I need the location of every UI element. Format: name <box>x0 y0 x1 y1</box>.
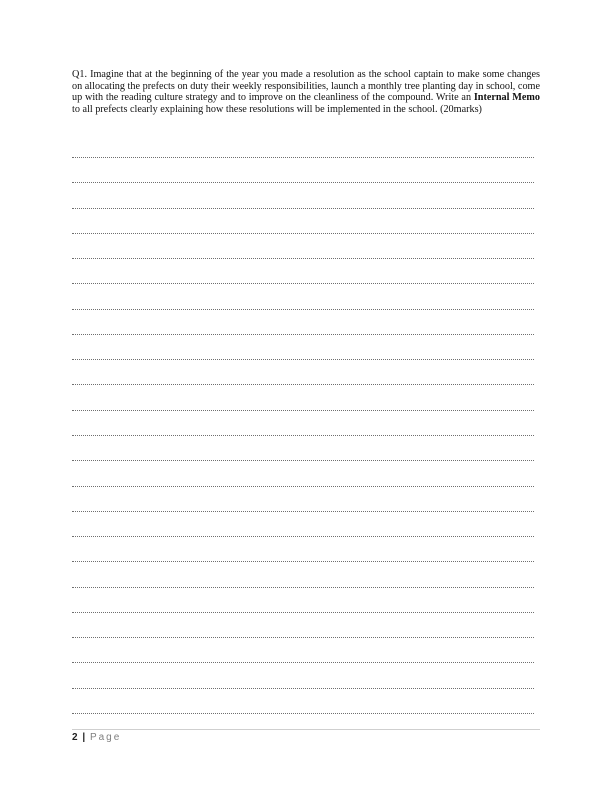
answer-line <box>72 384 534 385</box>
answer-line <box>72 662 534 663</box>
answer-line <box>72 435 534 436</box>
answer-line <box>72 157 534 158</box>
answer-line <box>72 637 534 638</box>
answer-line <box>72 536 534 537</box>
answer-line <box>72 283 534 284</box>
answer-line <box>72 486 534 487</box>
answer-line <box>72 713 534 714</box>
footer-separator: | <box>82 732 86 743</box>
page-number: 2 <box>72 732 78 743</box>
answer-line <box>72 410 534 411</box>
answer-line <box>72 359 534 360</box>
answer-line <box>72 309 534 310</box>
question-text-part1: Q1. Imagine that at the beginning of the year you made a resolution as the school captain to make some changes on allocating the prefects on duty their weekly responsibilities, launch a monthly tree planting day in school, come up with the reading culture strategy and to improve on the cleanliness of the compound. Write an <box>72 69 540 104</box>
answer-line <box>72 334 534 335</box>
answer-line <box>72 561 534 562</box>
answer-line <box>72 233 534 234</box>
question-bold-term: Internal Memo <box>473 92 540 104</box>
footer-divider <box>72 729 540 730</box>
answer-line <box>72 182 534 183</box>
page-footer <box>72 732 121 744</box>
page-label: Page <box>89 732 122 743</box>
question-text-part2: to all prefects clearly explaining how these resolutions will be implemented in the school. (20marks) <box>72 103 482 115</box>
answer-line <box>72 688 534 689</box>
answer-line <box>72 612 534 613</box>
answer-line <box>72 587 534 588</box>
answer-line <box>72 258 534 259</box>
answer-line <box>72 460 534 461</box>
question-text <box>72 69 540 115</box>
answer-line <box>72 208 534 209</box>
answer-line <box>72 511 534 512</box>
